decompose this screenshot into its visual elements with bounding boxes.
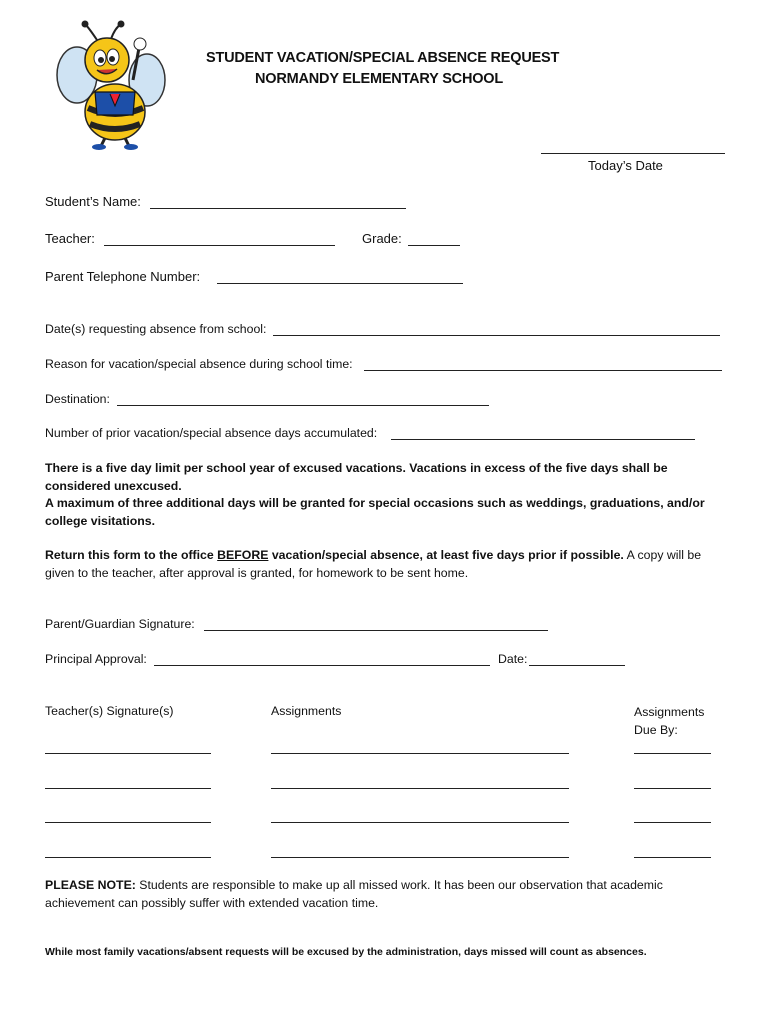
prior-days-field[interactable] (391, 439, 695, 440)
please-note-label: PLEASE NOTE: (45, 878, 136, 892)
teacher-signature-field-2[interactable] (45, 788, 211, 789)
return-note-prefix: Return this form to the office (45, 548, 214, 562)
return-note (45, 547, 730, 582)
teacher-signature-field-1[interactable] (45, 753, 211, 754)
student-name-label: Student’s Name: (45, 194, 141, 209)
return-note-before: BEFORE (217, 548, 269, 562)
principal-approval-field[interactable] (154, 665, 490, 666)
due-by-field-1[interactable] (634, 753, 711, 754)
assignments-header: Assignments (271, 704, 342, 718)
form-title-line1: STUDENT VACATION/SPECIAL ABSENCE REQUEST (206, 50, 560, 66)
bee-mascot-logo (55, 20, 170, 150)
student-name-field[interactable] (150, 208, 406, 209)
approval-date-field[interactable] (529, 665, 625, 666)
reason-label: Reason for vacation/special absence during school time: (45, 357, 353, 371)
please-note-text: Students are responsible to make up all missed work. It has been our observation that academic achievement can possibly suffer with extended vacation time. (45, 878, 663, 910)
parent-signature-label: Parent/Guardian Signature: (45, 617, 195, 631)
due-by-header-line1: Assignments (634, 705, 705, 719)
teacher-signatures-header: Teacher(s) Signature(s) (45, 704, 174, 718)
assignment-field-4[interactable] (271, 857, 569, 858)
due-by-field-3[interactable] (634, 822, 711, 823)
prior-days-label: Number of prior vacation/special absence days accumulated: (45, 426, 378, 440)
return-note-copy: A copy will be given to the teacher, after approval is granted, for homework to be sent home. (45, 548, 702, 580)
form-title-line2: NORMANDY ELEMENTARY SCHOOL (255, 71, 504, 87)
assignment-field-2[interactable] (271, 788, 569, 789)
todays-date-label: Today’s Date (588, 158, 663, 173)
destination-label: Destination: (45, 392, 110, 406)
parent-phone-field[interactable] (217, 283, 463, 284)
teacher-field[interactable] (104, 245, 335, 246)
grade-field[interactable] (408, 245, 460, 246)
due-by-header (634, 704, 704, 739)
policy-text (45, 460, 730, 530)
parent-signature-field[interactable] (204, 630, 548, 631)
todays-date-field[interactable] (541, 153, 725, 154)
approval-date-label: Date: (498, 652, 528, 666)
due-by-field-2[interactable] (634, 788, 711, 789)
grade-label: Grade: (362, 231, 402, 246)
assignment-field-1[interactable] (271, 753, 569, 754)
please-note (45, 877, 705, 912)
teacher-label: Teacher: (45, 231, 95, 246)
principal-approval-label: Principal Approval: (45, 652, 147, 666)
footer-note: While most family vacations/absent requests will be excused by the administration, days missed will count as absences. (45, 946, 647, 958)
teacher-signature-field-4[interactable] (45, 857, 211, 858)
dates-requesting-label: Date(s) requesting absence from school: (45, 322, 267, 336)
reason-field[interactable] (364, 370, 722, 371)
teacher-signature-field-3[interactable] (45, 822, 211, 823)
policy-additional-days: A maximum of three additional days will be granted for special occasions such as weddings, graduations, and/or college visitations. (45, 496, 705, 528)
dates-requesting-field[interactable] (273, 335, 720, 336)
destination-field[interactable] (117, 405, 489, 406)
assignment-field-3[interactable] (271, 822, 569, 823)
due-by-header-line2: Due By: (634, 722, 678, 737)
due-by-field-4[interactable] (634, 857, 711, 858)
return-note-suffix: vacation/special absence, at least five days prior if possible. (271, 548, 624, 562)
parent-phone-label: Parent Telephone Number: (45, 269, 201, 284)
policy-five-day-limit: There is a five day limit per school year of excused vacations. Vacations in excess of the five days shall be considered unexcused. (45, 461, 668, 493)
